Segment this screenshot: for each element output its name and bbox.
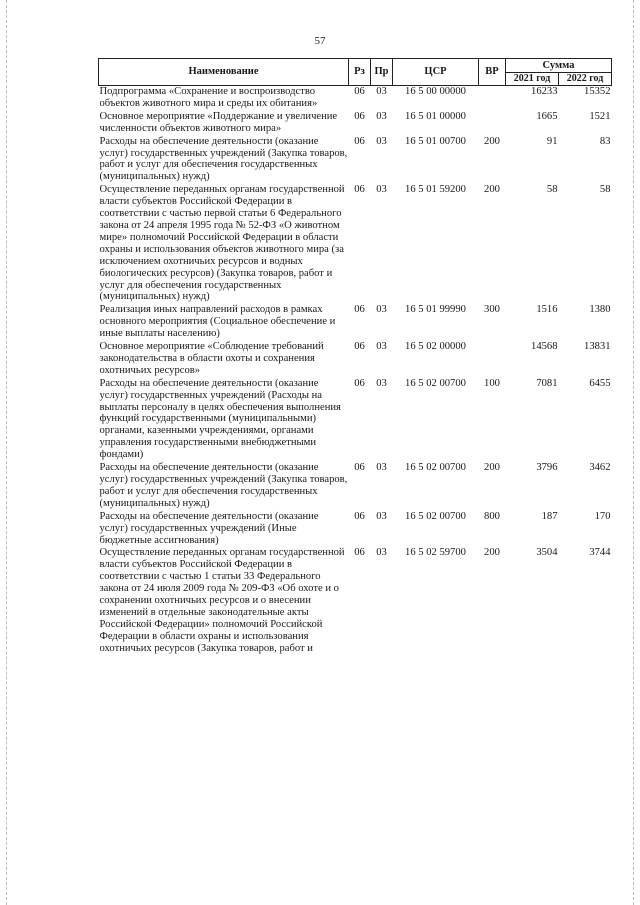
row-name: Основное мероприятие «Поддержание и увеличение численности объектов животного мира» [99, 110, 338, 134]
row-csr: 16 5 01 00000 [405, 110, 466, 122]
row-sum-2022: 15352 [584, 86, 611, 97]
row-pr: 03 [376, 110, 387, 122]
header-vr: ВР [479, 59, 506, 86]
row-vr: 100 [484, 377, 500, 389]
table-row [99, 462, 612, 511]
header-rz: Рз [349, 59, 371, 86]
table-row [99, 341, 612, 378]
row-pr: 03 [376, 184, 387, 196]
row-pr: 03 [376, 304, 387, 316]
row-sum-2022: 6455 [589, 377, 611, 389]
header-sum: Сумма [506, 59, 612, 73]
page-number: 57 [314, 35, 326, 47]
table-row [99, 511, 612, 548]
row-sum-2021: 3504 [536, 547, 558, 559]
row-rz: 06 [354, 341, 365, 353]
row-sum-2021: 7081 [536, 377, 558, 389]
row-rz: 06 [354, 110, 365, 122]
row-vr: 200 [484, 547, 500, 559]
table-row [99, 184, 612, 304]
row-name: Расходы на обеспечение деятельности (оказание услуг) государственных учреждений (Закупка товаров, работ и услуг для обеспечения государственных (муниципальных) нужд) [99, 135, 348, 183]
row-name: Расходы на обеспечение деятельности (оказание услуг) государственных учреждений (Иные бюджетные ассигнования) [99, 510, 319, 546]
row-rz: 06 [354, 86, 365, 97]
row-rz: 06 [354, 304, 365, 316]
header-year-2021: 2021 год [506, 73, 559, 86]
row-vr: 200 [484, 184, 500, 196]
table-row [99, 547, 612, 655]
row-sum-2021: 1665 [536, 110, 558, 122]
row-sum-2022: 83 [599, 135, 611, 147]
row-csr: 16 5 02 00700 [405, 377, 466, 389]
row-vr [479, 86, 506, 111]
row-csr: 16 5 01 00700 [405, 135, 466, 147]
row-sum-2021: 3796 [536, 462, 558, 474]
row-rz: 06 [354, 510, 365, 522]
row-csr: 16 5 01 99990 [405, 304, 466, 316]
row-sum-2022: 170 [594, 510, 611, 522]
row-sum-2021: 14568 [531, 341, 558, 353]
row-rz: 06 [354, 135, 365, 147]
row-pr: 03 [376, 462, 387, 474]
row-sum-2022: 13831 [584, 341, 611, 353]
row-name: Расходы на обеспечение деятельности (оказание услуг) государственных учреждений (Закупка товаров, работ и услуг для обеспечения государственных (муниципальных) нужд) [99, 462, 348, 509]
row-vr: 800 [484, 510, 500, 522]
row-name: Основное мероприятие «Соблюдение требований законодательства в области охоты и сохранения охотничьих ресурсов» [99, 341, 324, 376]
header-year-2022: 2022 год [559, 73, 612, 86]
table-row [99, 378, 612, 462]
row-csr: 16 5 02 59700 [405, 547, 466, 559]
table-row [99, 111, 612, 136]
row-pr: 03 [376, 510, 387, 522]
row-sum-2021: 187 [541, 510, 558, 522]
header-name: Наименование [99, 59, 349, 86]
row-sum-2021: 16233 [531, 86, 558, 97]
row-rz: 06 [354, 377, 365, 389]
row-sum-2022: 3744 [589, 547, 611, 559]
row-pr: 03 [376, 341, 387, 353]
row-csr: 16 5 02 00700 [405, 462, 466, 474]
row-sum-2021: 1516 [536, 304, 558, 316]
table-body [99, 86, 612, 656]
header-pr: Пр [371, 59, 393, 86]
row-csr: 16 5 02 00700 [405, 510, 466, 522]
row-pr: 03 [376, 377, 387, 389]
row-rz: 06 [354, 184, 365, 196]
row-vr [479, 341, 506, 378]
row-sum-2022: 1521 [589, 110, 611, 122]
row-name: Осуществление переданных органам государственной власти субъектов Российской Федерации в соответствии с частью первой статьи 6 Федерального закона от 24 апреля 1995 года № 52-ФЗ «О животном мире» полномочий Российской Федерации в области охраны и использования объектов животного мира (за исключением охотничьих ресурсов и водных биологических ресурсов) (Закупка товаров, работ и услуг для обеспечения государственных (муниципальных) нужд) [99, 184, 345, 303]
row-pr: 03 [376, 135, 387, 147]
row-name: Реализация иных направлений расходов в рамках основного мероприятия (Социальное обеспечение и иные выплаты населению) [99, 304, 336, 340]
row-vr: 200 [484, 462, 500, 474]
row-sum-2022: 58 [599, 184, 611, 196]
row-sum-2021: 58 [546, 184, 558, 196]
row-vr: 200 [484, 135, 500, 147]
row-pr: 03 [376, 86, 387, 97]
row-csr: 16 5 01 59200 [405, 184, 466, 196]
row-name: Осуществление переданных органам государственной власти субъектов Российской Федерации в соответствии с частью 1 статьи 33 Федерального закона от 24 июля 2009 года № 209-ФЗ «Об охоте и о сохранении охотничьих ресурсов и о внесении изменений в отдельные законодательные акты Российской Федерации» полномочий Российской Федерации в области охраны и использования охотничьих ресурсов (Закупка товаров, работ и [99, 547, 345, 654]
row-vr [479, 111, 506, 136]
row-csr: 16 5 00 00000 [405, 86, 466, 97]
row-name: Подпрограмма «Сохранение и воспроизводство объектов животного мира и среды их обитания» [99, 86, 318, 109]
table-header [99, 59, 612, 86]
scan-edge-right [633, 0, 634, 905]
row-sum-2021: 91 [546, 135, 558, 147]
table-row [99, 136, 612, 185]
row-sum-2022: 3462 [589, 462, 611, 474]
table-row [99, 304, 612, 341]
budget-table [98, 58, 612, 656]
row-vr: 300 [484, 304, 500, 316]
row-rz: 06 [354, 462, 365, 474]
row-sum-2022: 1380 [589, 304, 611, 316]
table-row [99, 86, 612, 111]
row-name: Расходы на обеспечение деятельности (оказание услуг) государственных учреждений (Расходы на выплаты персоналу в целях обеспечения выполнения функций государственными (муниципальными) органами, казенными учреждениями, органами управления государственными внебюджетными фондами) [99, 377, 341, 461]
row-csr: 16 5 02 00000 [405, 341, 466, 353]
row-pr: 03 [376, 547, 387, 559]
row-rz: 06 [354, 547, 365, 559]
header-csr: ЦСР [393, 59, 479, 86]
scan-edge-left [6, 0, 7, 905]
